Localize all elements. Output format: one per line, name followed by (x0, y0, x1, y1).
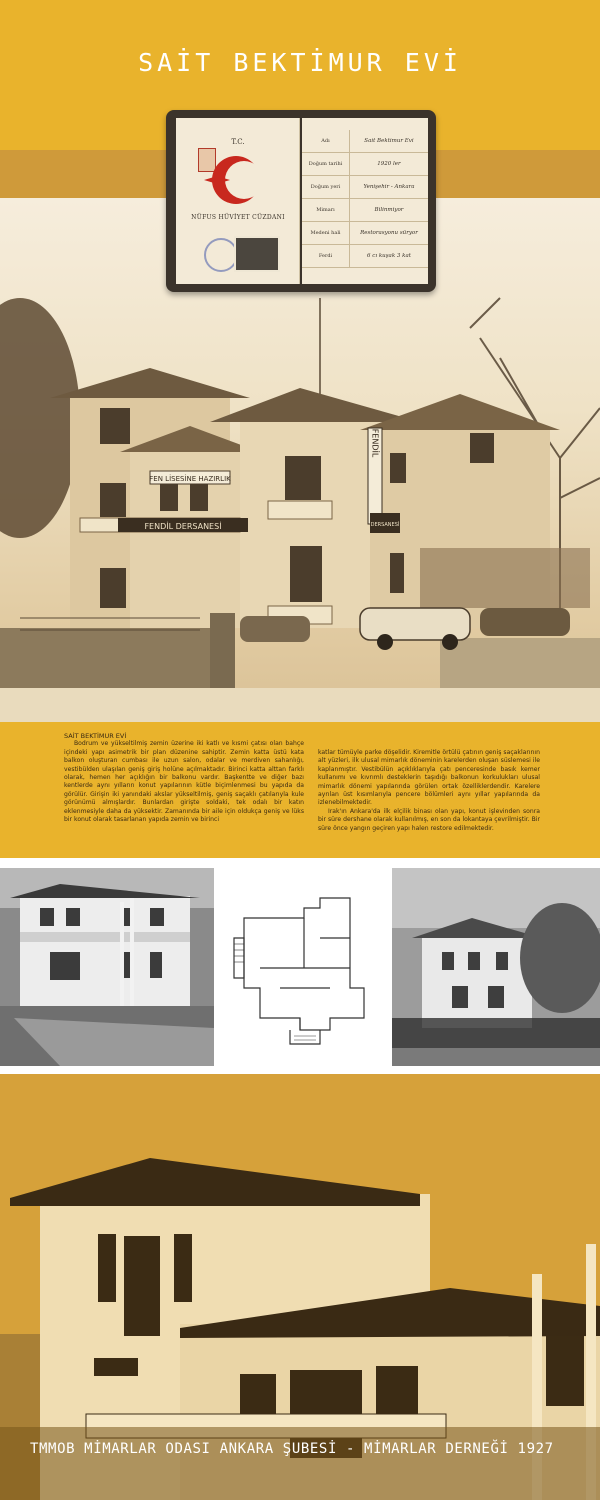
text-column-right (318, 749, 540, 833)
text-paragraph: katlar tümüyle parke döşelidir. Kiremitle örtülü çatının geniş saçaklarının alt yüzleri, ilk ulusal mimarlık döneminin karelerden oluşan süslemesi ile kaplanmıştır. Vestibülün açıklıklarıyla çatı penceresinde basık kemer kullanımı ve kıvrımlı desteklerin taşıdığı balkonun korkulukları ulusal mimarlık dönemi yapılarında görülen ortak özelliklerdendir. Karelere ayrılan üst kısımlarıyla pencere bölümleri aynı yıllar yapılarında da izlenebilmektedir. (318, 749, 540, 807)
id-photo (234, 236, 280, 272)
id-row (302, 199, 428, 222)
id-value: Bilinmiyor (374, 207, 404, 213)
text-column-left (64, 732, 304, 824)
gallery-floor-plan (220, 868, 386, 1066)
id-label: Adı (302, 130, 350, 152)
id-table (302, 130, 428, 268)
id-booklet (166, 110, 436, 292)
sign-fendil-vertical: FENDİL (370, 428, 380, 458)
id-row (302, 245, 428, 268)
page-title: SAİT BEKTİMUR EVİ (138, 48, 462, 77)
sign-dersane: FENDİL DERSANESİ (144, 522, 222, 531)
id-row (302, 222, 428, 245)
id-label: Doğum tarihi (302, 153, 350, 175)
id-label: Mimarı (302, 199, 350, 221)
gallery-photo-side (392, 868, 600, 1066)
text-heading: SAİT BEKTİMUR EVİ (64, 732, 127, 740)
id-row (302, 176, 428, 199)
sign-hazirlik: FEN LİSESİNE HAZIRLIK (149, 475, 231, 483)
id-value: Restorasyonu süryor (360, 230, 418, 236)
tree-left (0, 298, 80, 538)
round-stamp (204, 238, 238, 272)
crescent-star-icon (176, 144, 300, 214)
description-band (0, 722, 600, 858)
id-value: 1920 ler (377, 161, 401, 167)
id-value: Sait Bektimur Evi (364, 138, 414, 144)
footer-band (0, 1427, 600, 1500)
id-label: Medeni hali (302, 222, 350, 244)
garden-wall (0, 628, 230, 688)
footer-text: TMMOB MİMARLAR ODASI ANKARA ŞUBESİ - MİMARLAR DERNEĞİ 1927 (30, 1441, 554, 1457)
booklet-tc: T.C. (231, 138, 245, 146)
id-label: Doğum yeri (302, 176, 350, 198)
id-row (302, 153, 428, 176)
id-row (302, 130, 428, 153)
sign-dersane-small: DERSANESİ (370, 522, 400, 528)
id-label: Ferdi (302, 245, 350, 267)
text-paragraph: Irak'ın Ankara'da ilk elçilik binası olan yapı, konut işlevinden sonra bir süre dershane olarak kullanılmış, en son da lokantaya çevrilmiştir. Bir süre önce yangın geçiren yapı halen restore edilmektedir. (318, 807, 540, 832)
text-paragraph: Bodrum ve yükseltilmiş zemin üzerine iki katlı ve kısmi çatısı olan bahçe içindeki yapı asimetrik bir plan düzenine sahiptir. Zemin katta üstü kata balkon oluşturan cumbası ile uzun salon, odalar ve merdiven sahanlığı, vestibülden ulaşılan geniş giriş holüne açılmaktadır. Birinci katta alttan farklı olarak, hemen her açıklığın bir balkonu vardır. Başkentte ve diğer bazı kentlerde aynı yılların konut yapılarının kütle biçimlenmesi bu yapıda da görülür. Girişin iki yanındaki akslar yükseltilmiş, geniş saçaklı çatılarıyla kule görünümü almışlardır. Bunlardan girişte soldaki, tek odalı bir katın eklenmesiyle daha da yüksektir. Zamanında bir aile için oldukça geniş ve lüks bir konut olarak tasarlanan yapıda zemin ve birinci (64, 740, 304, 824)
booklet-left-page (176, 118, 300, 284)
id-value: Yenişehir - Ankara (363, 184, 415, 190)
photo-gallery (0, 866, 600, 1066)
id-value: 6 cı kuşak 3 kat (367, 253, 411, 259)
booklet-title: NÜFUS HÜVİYET CÜZDANI (191, 214, 285, 221)
booklet-right-page (302, 118, 428, 284)
gallery-photo-front (0, 868, 214, 1066)
